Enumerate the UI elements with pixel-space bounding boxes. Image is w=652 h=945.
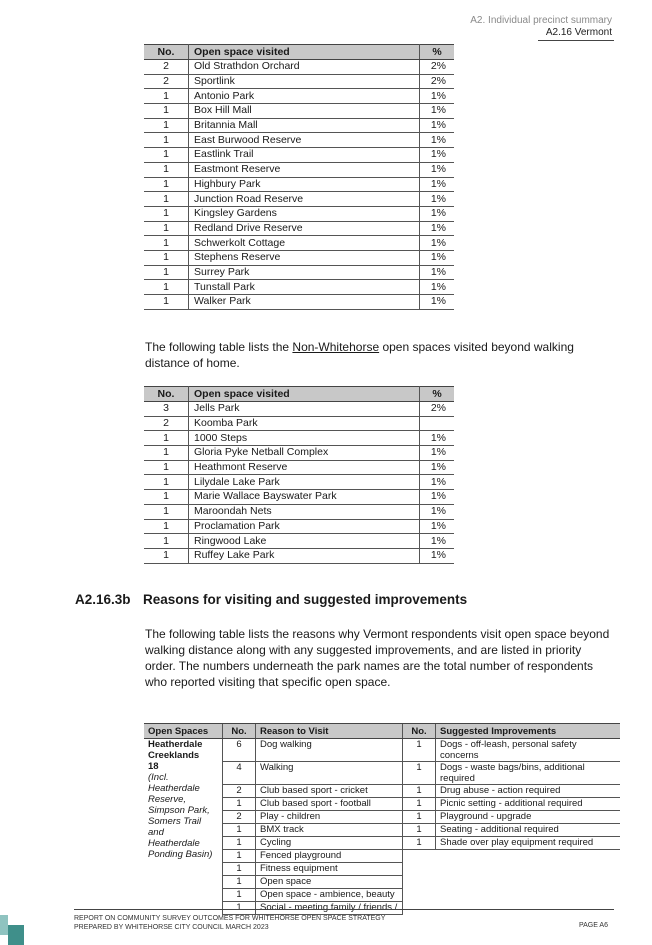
col-reason-no: No. <box>223 724 256 739</box>
col-open-space: Open space visited <box>189 387 420 402</box>
col-open-spaces: Open Spaces <box>144 724 223 739</box>
row-open-space: Britannia Mall <box>189 118 420 133</box>
park-count: 18 <box>148 761 159 772</box>
improvement-text: Dogs - off-leash, personal safety concerns <box>436 739 621 762</box>
reason-count: 1 <box>223 824 256 837</box>
improvement-text: Playground - upgrade <box>436 811 621 824</box>
table-header-row <box>144 387 454 402</box>
section-title: Reasons for visiting and suggested improvements <box>143 592 468 607</box>
row-open-space: Box Hill Mall <box>189 104 420 119</box>
row-open-space: Schwerkolt Cottage <box>189 236 420 251</box>
row-count: 1 <box>144 490 189 505</box>
row-percent: 1% <box>420 490 455 505</box>
table-row <box>144 280 454 295</box>
row-percent: 1% <box>420 192 455 207</box>
empty-cell <box>403 876 436 889</box>
row-open-space: East Burwood Reserve <box>189 133 420 148</box>
table-row <box>144 416 454 431</box>
table-header-row <box>144 45 454 60</box>
row-open-space: Surrey Park <box>189 265 420 280</box>
row-open-space: 1000 Steps <box>189 431 420 446</box>
improvement-count: 1 <box>403 798 436 811</box>
row-percent: 1% <box>420 162 455 177</box>
reason-count: 1 <box>223 876 256 889</box>
row-percent: 1% <box>420 221 455 236</box>
empty-cell <box>403 850 436 863</box>
improvement-count: 1 <box>403 811 436 824</box>
table-row <box>144 148 454 163</box>
table-row <box>144 118 454 133</box>
row-open-space: Sportlink <box>189 74 420 89</box>
row-open-space: Ringwood Lake <box>189 534 420 549</box>
intro-text-after: open spaces visited beyond walking distance of home. <box>145 340 574 370</box>
table-row <box>144 104 454 119</box>
row-open-space: Redland Drive Reserve <box>189 221 420 236</box>
row-count: 1 <box>144 460 189 475</box>
empty-cell <box>436 863 621 876</box>
table-row <box>144 265 454 280</box>
reason-count: 1 <box>223 863 256 876</box>
reason-count: 4 <box>223 762 256 785</box>
row-count: 1 <box>144 295 189 310</box>
col-percent: % <box>420 45 455 60</box>
row-count: 1 <box>144 236 189 251</box>
table-row <box>144 519 454 534</box>
section-heading <box>75 592 467 607</box>
row-percent: 1% <box>420 280 455 295</box>
row-count: 1 <box>144 221 189 236</box>
row-count: 1 <box>144 504 189 519</box>
reason-text: Social - meeting family / friends / <box>256 902 403 915</box>
reason-text: Play - children <box>256 811 403 824</box>
row-open-space: Walker Park <box>189 295 420 310</box>
row-percent: 1% <box>420 148 455 163</box>
row-percent: 1% <box>420 265 455 280</box>
row-open-space: Old Strathdon Orchard <box>189 60 420 75</box>
row-open-space: Antonio Park <box>189 89 420 104</box>
table-row <box>144 431 454 446</box>
row-count: 1 <box>144 89 189 104</box>
row-count: 1 <box>144 534 189 549</box>
reason-count: 1 <box>223 889 256 902</box>
row-percent: 1% <box>420 133 455 148</box>
row-count: 1 <box>144 250 189 265</box>
non-whitehorse-intro <box>145 339 615 371</box>
table-row <box>144 60 454 75</box>
empty-cell <box>436 889 621 902</box>
row-percent: 2% <box>420 74 455 89</box>
improvement-count: 1 <box>403 739 436 762</box>
table-row <box>144 192 454 207</box>
col-percent: % <box>420 387 455 402</box>
reason-text: Walking <box>256 762 403 785</box>
table-row <box>144 250 454 265</box>
reason-text: Fenced playground <box>256 850 403 863</box>
header-rule <box>538 40 614 41</box>
row-open-space: Eastmont Reserve <box>189 162 420 177</box>
row-open-space: Maroondah Nets <box>189 504 420 519</box>
row-open-space: Proclamation Park <box>189 519 420 534</box>
row-percent: 1% <box>420 89 455 104</box>
table-row <box>144 133 454 148</box>
row-count: 1 <box>144 265 189 280</box>
table-header-row <box>144 724 620 739</box>
table-row <box>144 475 454 490</box>
footer-line-1: REPORT ON COMMUNITY SURVEY OUTCOMES FOR WHITEHORSE OPEN SPACE STRATEGY <box>74 915 386 922</box>
footer-rule <box>74 909 614 910</box>
section-number: A2.16.3b <box>75 592 131 607</box>
row-count: 1 <box>144 206 189 221</box>
header-subsection: A2.16 Vermont <box>545 27 612 38</box>
reason-count: 2 <box>223 785 256 798</box>
page-number: PAGE A6 <box>578 922 608 929</box>
empty-cell <box>403 889 436 902</box>
table-row <box>144 548 454 563</box>
table-row <box>144 206 454 221</box>
table-row <box>144 177 454 192</box>
improvement-text: Drug abuse - action required <box>436 785 621 798</box>
row-open-space: Kingsley Gardens <box>189 206 420 221</box>
improvement-text: Picnic setting - additional required <box>436 798 621 811</box>
row-open-space: Koomba Park <box>189 416 420 431</box>
empty-cell <box>403 863 436 876</box>
row-count: 1 <box>144 475 189 490</box>
empty-cell <box>436 876 621 889</box>
table-row <box>144 162 454 177</box>
row-open-space: Junction Road Reserve <box>189 192 420 207</box>
empty-cell <box>436 850 621 863</box>
reason-text: Open space <box>256 876 403 889</box>
col-open-space: Open space visited <box>189 45 420 60</box>
row-count: 1 <box>144 446 189 461</box>
improvement-count: 1 <box>403 824 436 837</box>
running-header <box>470 15 612 39</box>
reason-text: Open space - ambience, beauty <box>256 889 403 902</box>
row-count: 3 <box>144 402 189 417</box>
row-count: 1 <box>144 177 189 192</box>
row-open-space: Lilydale Lake Park <box>189 475 420 490</box>
row-percent: 1% <box>420 295 455 310</box>
table-row <box>144 534 454 549</box>
reason-text: Dog walking <box>256 739 403 762</box>
table-row <box>144 236 454 251</box>
row-open-space: Jells Park <box>189 402 420 417</box>
park-note: (Incl. Heatherdale Reserve, Simpson Park, Somers Trail and Heatherdale Ponding Basin) <box>148 772 213 860</box>
empty-cell <box>403 902 436 915</box>
table-row <box>144 74 454 89</box>
row-percent <box>420 416 455 431</box>
reason-count: 1 <box>223 798 256 811</box>
table-row <box>144 460 454 475</box>
row-count: 1 <box>144 118 189 133</box>
reason-count: 1 <box>223 837 256 850</box>
row-percent: 1% <box>420 177 455 192</box>
reason-text: BMX track <box>256 824 403 837</box>
col-reason: Reason to Visit <box>256 724 403 739</box>
row-percent: 1% <box>420 236 455 251</box>
col-improvement-no: No. <box>403 724 436 739</box>
row-open-space: Eastlink Trail <box>189 148 420 163</box>
row-percent: 1% <box>420 548 455 563</box>
row-percent: 2% <box>420 402 455 417</box>
row-percent: 1% <box>420 504 455 519</box>
improvement-count: 1 <box>403 762 436 785</box>
row-percent: 1% <box>420 206 455 221</box>
row-count: 2 <box>144 60 189 75</box>
empty-cell <box>436 902 621 915</box>
row-open-space: Highbury Park <box>189 177 420 192</box>
row-open-space: Heathmont Reserve <box>189 460 420 475</box>
row-count: 1 <box>144 192 189 207</box>
table-row <box>144 446 454 461</box>
row-count: 1 <box>144 280 189 295</box>
row-count: 1 <box>144 162 189 177</box>
row-open-space: Tunstall Park <box>189 280 420 295</box>
intro-underlined: Non-Whitehorse <box>292 340 380 354</box>
row-percent: 1% <box>420 460 455 475</box>
improvement-count: 1 <box>403 837 436 850</box>
row-percent: 2% <box>420 60 455 75</box>
row-percent: 1% <box>420 118 455 133</box>
row-percent: 1% <box>420 519 455 534</box>
row-percent: 1% <box>420 534 455 549</box>
improvement-text: Shade over play equipment required <box>436 837 621 850</box>
reason-text: Fitness equipment <box>256 863 403 876</box>
improvement-count: 1 <box>403 785 436 798</box>
reason-text: Club based sport - cricket <box>256 785 403 798</box>
row-count: 1 <box>144 519 189 534</box>
reason-count: 2 <box>223 811 256 824</box>
row-count: 2 <box>144 416 189 431</box>
col-no: No. <box>144 45 189 60</box>
row-percent: 1% <box>420 250 455 265</box>
improvement-text: Dogs - waste bags/bins, additional required <box>436 762 621 785</box>
table-row <box>144 739 620 762</box>
row-count: 1 <box>144 133 189 148</box>
row-count: 1 <box>144 548 189 563</box>
footer-line-2: PREPARED BY WHITEHORSE CITY COUNCIL MARCH 2023 <box>74 924 269 931</box>
table-row <box>144 295 454 310</box>
row-open-space: Gloria Pyke Netball Complex <box>189 446 420 461</box>
col-improvements: Suggested Improvements <box>436 724 621 739</box>
row-count: 1 <box>144 104 189 119</box>
row-percent: 1% <box>420 446 455 461</box>
table-row <box>144 221 454 236</box>
reasons-intro: The following table lists the reasons why Vermont respondents visit open space beyond walking distance along with any suggested improvements, and are listed in priority order. The numbers underneath the park names are the total number of respondents who reported visiting that specific open space. <box>145 627 610 689</box>
reason-count: 6 <box>223 739 256 762</box>
footer <box>74 914 385 932</box>
reason-count: 1 <box>223 902 256 915</box>
row-percent: 1% <box>420 104 455 119</box>
reason-text: Club based sport - football <box>256 798 403 811</box>
reasons-improvements-table <box>144 723 620 915</box>
row-count: 1 <box>144 431 189 446</box>
intro-text-before: The following table lists the <box>145 340 293 354</box>
park-name: Heatherdale Creeklands <box>148 739 203 761</box>
row-count: 2 <box>144 74 189 89</box>
improvement-text: Seating - additional required <box>436 824 621 837</box>
table-row <box>144 89 454 104</box>
open-space-cell <box>144 739 223 915</box>
table-row <box>144 504 454 519</box>
table-row <box>144 490 454 505</box>
table-row <box>144 402 454 417</box>
row-open-space: Stephens Reserve <box>189 250 420 265</box>
page-tab-light <box>0 915 8 935</box>
reason-count: 1 <box>223 850 256 863</box>
reason-text: Cycling <box>256 837 403 850</box>
row-open-space: Ruffey Lake Park <box>189 548 420 563</box>
col-no: No. <box>144 387 189 402</box>
page-tab-dark <box>8 925 24 945</box>
whitehorse-open-spaces-table <box>144 44 454 310</box>
row-percent: 1% <box>420 431 455 446</box>
row-open-space: Marie Wallace Bayswater Park <box>189 490 420 505</box>
row-percent: 1% <box>420 475 455 490</box>
row-count: 1 <box>144 148 189 163</box>
non-whitehorse-open-spaces-table <box>144 386 454 564</box>
header-section: A2. Individual precinct summary <box>470 15 612 26</box>
